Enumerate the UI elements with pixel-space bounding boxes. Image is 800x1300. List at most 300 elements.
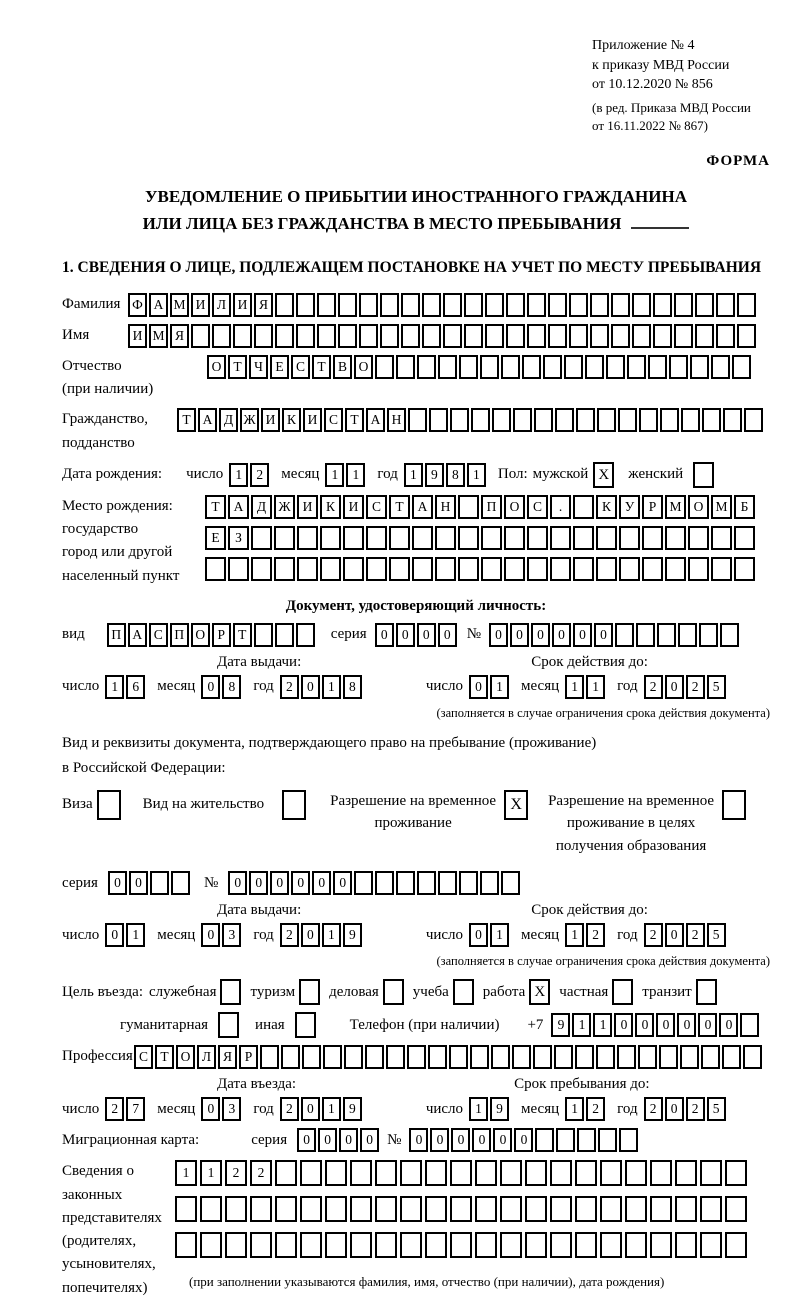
cell[interactable]: Р [212,623,231,647]
cell[interactable] [597,408,616,432]
cell[interactable] [417,871,436,895]
cell[interactable] [350,1196,372,1222]
cell[interactable] [525,1196,547,1222]
cell[interactable]: 1 [593,1013,612,1037]
cell[interactable] [627,355,646,379]
cell[interactable] [688,526,709,550]
cell[interactable] [533,1045,552,1069]
cell[interactable] [275,1196,297,1222]
cell[interactable] [275,623,294,647]
cell[interactable]: О [504,495,525,519]
cell[interactable]: 1 [322,923,341,947]
cell[interactable]: 0 [430,1128,449,1152]
cell[interactable]: М [170,293,189,317]
cell[interactable] [669,355,688,379]
cell[interactable]: О [191,623,210,647]
cell[interactable] [389,526,410,550]
cell[interactable]: 0 [301,1097,320,1121]
cell[interactable] [665,557,686,581]
cell[interactable]: Т [233,623,252,647]
cell[interactable]: 0 [665,675,684,699]
cell[interactable] [481,557,502,581]
cell[interactable]: А [366,408,385,432]
cell[interactable]: . [550,495,571,519]
cell[interactable] [619,526,640,550]
cell[interactable] [625,1160,647,1186]
cell[interactable] [458,526,479,550]
cell[interactable] [720,623,739,647]
cell[interactable] [732,355,751,379]
cell[interactable] [338,324,357,348]
cell[interactable]: 1 [490,923,509,947]
cell[interactable] [522,355,541,379]
cell[interactable]: О [354,355,373,379]
cell[interactable] [501,871,520,895]
cell[interactable]: 1 [229,463,248,487]
cell[interactable] [350,1232,372,1258]
cell[interactable] [743,1045,762,1069]
cell[interactable]: 5 [707,923,726,947]
cell[interactable] [596,1045,615,1069]
cell[interactable]: 3 [222,1097,241,1121]
cell[interactable] [569,293,588,317]
cell[interactable]: П [107,623,126,647]
cell[interactable] [700,1196,722,1222]
cell[interactable]: 2 [586,1097,605,1121]
cell[interactable]: 9 [425,463,444,487]
cell[interactable]: 2 [105,1097,124,1121]
cell[interactable] [695,293,714,317]
cell[interactable]: 0 [108,871,127,895]
cell[interactable] [555,408,574,432]
cell[interactable]: Л [197,1045,216,1069]
cell[interactable] [480,871,499,895]
cell[interactable]: 0 [129,871,148,895]
cell[interactable] [737,324,756,348]
cell[interactable] [681,408,700,432]
cell[interactable] [696,979,717,1005]
cell[interactable] [300,1232,322,1258]
cell[interactable]: 0 [698,1013,717,1037]
cell[interactable] [323,1045,342,1069]
cell[interactable]: М [665,495,686,519]
cell[interactable] [657,623,676,647]
cell[interactable] [443,293,462,317]
cell[interactable] [225,1196,247,1222]
cell[interactable] [459,871,478,895]
cell[interactable] [450,408,469,432]
cell[interactable]: 1 [175,1160,197,1186]
cell[interactable]: Я [170,324,189,348]
cell[interactable] [504,526,525,550]
cell[interactable] [534,408,553,432]
cell[interactable] [296,623,315,647]
cell[interactable] [638,1045,657,1069]
cell[interactable]: 0 [531,623,550,647]
cell[interactable] [642,557,663,581]
cell[interactable] [674,324,693,348]
cell[interactable]: 0 [677,1013,696,1037]
cell[interactable] [550,1160,572,1186]
cell[interactable] [480,355,499,379]
cell[interactable] [274,526,295,550]
cell[interactable] [344,1045,363,1069]
cell[interactable] [653,324,672,348]
cell[interactable]: 0 [514,1128,533,1152]
cell[interactable] [596,557,617,581]
cell[interactable]: У [619,495,640,519]
cell[interactable] [550,526,571,550]
cell[interactable] [512,1045,531,1069]
cell[interactable]: 2 [586,923,605,947]
cell[interactable]: 0 [409,1128,428,1152]
cell[interactable] [550,1196,572,1222]
cell[interactable]: 0 [594,623,613,647]
cell[interactable]: 0 [201,923,220,947]
cell[interactable] [740,1013,759,1037]
cell[interactable]: 2 [250,463,269,487]
cell[interactable]: 0 [438,623,457,647]
cell[interactable] [275,293,294,317]
cell[interactable] [275,1232,297,1258]
cell[interactable]: 0 [469,675,488,699]
cell[interactable] [175,1232,197,1258]
cell[interactable] [218,1012,239,1038]
cell[interactable] [422,293,441,317]
cell[interactable] [260,1045,279,1069]
cell[interactable] [200,1196,222,1222]
cell[interactable] [716,324,735,348]
cell[interactable] [359,324,378,348]
cell[interactable] [366,557,387,581]
cell[interactable]: Т [389,495,410,519]
cell[interactable] [233,324,252,348]
cell[interactable]: К [282,408,301,432]
cell[interactable] [575,1045,594,1069]
cell[interactable] [575,1232,597,1258]
cell[interactable] [150,871,169,895]
cell[interactable] [297,526,318,550]
cell[interactable] [674,293,693,317]
cell[interactable] [375,1196,397,1222]
cell[interactable] [625,1196,647,1222]
cell[interactable]: 9 [551,1013,570,1037]
cell[interactable] [422,324,441,348]
cell[interactable]: 6 [126,675,145,699]
cell[interactable]: Д [251,495,272,519]
cell[interactable] [485,293,504,317]
cell[interactable]: 0 [614,1013,633,1037]
cell[interactable] [573,526,594,550]
cell[interactable] [573,557,594,581]
cell[interactable] [695,324,714,348]
cell[interactable]: И [303,408,322,432]
cell[interactable]: 2 [644,675,663,699]
cell[interactable] [459,355,478,379]
cell[interactable]: 0 [417,623,436,647]
cell[interactable] [250,1232,272,1258]
cell[interactable] [317,324,336,348]
cell[interactable] [425,1196,447,1222]
cell[interactable] [642,526,663,550]
cell[interactable] [254,623,273,647]
cell[interactable]: 8 [446,463,465,487]
cell[interactable]: Я [254,293,273,317]
cell[interactable] [366,526,387,550]
cell[interactable]: Р [642,495,663,519]
cell[interactable] [407,1045,426,1069]
cell[interactable] [693,462,714,488]
cell[interactable] [575,1196,597,1222]
cell[interactable] [412,526,433,550]
cell[interactable] [464,324,483,348]
cell[interactable]: Н [387,408,406,432]
cell[interactable] [725,1232,747,1258]
cell[interactable] [619,557,640,581]
cell[interactable] [396,871,415,895]
cell[interactable] [475,1232,497,1258]
cell[interactable] [417,355,436,379]
cell[interactable] [527,324,546,348]
cell[interactable] [650,1160,672,1186]
cell[interactable] [585,355,604,379]
cell[interactable]: 9 [343,1097,362,1121]
cell[interactable] [504,557,525,581]
cell[interactable] [550,557,571,581]
cell[interactable]: С [527,495,548,519]
cell[interactable]: 0 [297,1128,316,1152]
cell[interactable] [675,1232,697,1258]
cell[interactable] [632,324,651,348]
cell[interactable]: 0 [469,923,488,947]
cell[interactable] [548,293,567,317]
cell[interactable] [680,1045,699,1069]
cell[interactable]: Т [205,495,226,519]
cell[interactable] [325,1196,347,1222]
cell[interactable]: 1 [565,1097,584,1121]
cell[interactable]: 0 [375,623,394,647]
cell[interactable] [435,557,456,581]
cell[interactable] [500,1232,522,1258]
cell[interactable] [590,324,609,348]
cell[interactable]: 0 [360,1128,379,1152]
cell[interactable]: П [170,623,189,647]
cell[interactable] [438,355,457,379]
cell[interactable] [350,1160,372,1186]
cell[interactable]: Т [177,408,196,432]
cell[interactable] [450,1232,472,1258]
cell[interactable]: Т [312,355,331,379]
cell[interactable] [435,526,456,550]
cell[interactable]: 2 [686,923,705,947]
cell[interactable]: Т [345,408,364,432]
cell[interactable]: 3 [222,923,241,947]
cell[interactable] [513,408,532,432]
cell[interactable]: Т [155,1045,174,1069]
cell[interactable]: Я [218,1045,237,1069]
cell[interactable] [401,293,420,317]
cell[interactable] [653,293,672,317]
cell[interactable] [500,1160,522,1186]
cell[interactable] [577,1128,596,1152]
cell[interactable]: А [228,495,249,519]
cell[interactable]: 0 [105,923,124,947]
cell[interactable]: 1 [469,1097,488,1121]
cell[interactable] [375,355,394,379]
cell[interactable]: 0 [656,1013,675,1037]
cell[interactable] [464,293,483,317]
cell[interactable]: И [343,495,364,519]
cell[interactable] [660,408,679,432]
cell[interactable] [725,1160,747,1186]
cell[interactable] [171,871,190,895]
cell[interactable] [617,1045,636,1069]
cell[interactable]: 0 [201,1097,220,1121]
cell[interactable] [576,408,595,432]
cell[interactable]: П [481,495,502,519]
cell[interactable]: 0 [451,1128,470,1152]
cell[interactable] [175,1196,197,1222]
cell[interactable]: М [711,495,732,519]
cell[interactable]: 0 [312,871,331,895]
cell[interactable] [220,979,241,1005]
cell[interactable]: 0 [301,675,320,699]
cell[interactable]: 9 [490,1097,509,1121]
cell[interactable]: Е [205,526,226,550]
cell[interactable] [300,1160,322,1186]
cell[interactable] [470,1045,489,1069]
cell[interactable] [639,408,658,432]
cell[interactable]: 1 [565,675,584,699]
cell[interactable]: 0 [291,871,310,895]
cell[interactable] [302,1045,321,1069]
cell[interactable] [343,557,364,581]
cell[interactable] [590,293,609,317]
cell[interactable]: 0 [472,1128,491,1152]
cell[interactable] [716,293,735,317]
cell[interactable] [525,1160,547,1186]
cell[interactable] [619,1128,638,1152]
cell[interactable]: 1 [404,463,423,487]
cell[interactable] [299,979,320,1005]
cell[interactable]: С [291,355,310,379]
cell[interactable] [317,293,336,317]
cell[interactable] [458,557,479,581]
cell[interactable]: 0 [635,1013,654,1037]
cell[interactable] [320,526,341,550]
cell[interactable]: 1 [322,1097,341,1121]
cell[interactable] [296,324,315,348]
cell[interactable]: 0 [228,871,247,895]
cell[interactable]: 0 [510,623,529,647]
cell[interactable] [228,557,249,581]
cell[interactable]: Д [219,408,238,432]
cell[interactable] [700,1160,722,1186]
cell[interactable] [500,1196,522,1222]
cell[interactable]: Ж [274,495,295,519]
cell[interactable] [573,495,594,519]
cell[interactable]: 0 [552,623,571,647]
cell[interactable]: И [191,293,210,317]
cell[interactable]: X [504,790,528,820]
cell[interactable] [600,1196,622,1222]
cell[interactable] [205,557,226,581]
cell[interactable]: 2 [225,1160,247,1186]
cell[interactable] [612,979,633,1005]
cell[interactable] [575,1160,597,1186]
cell[interactable] [481,526,502,550]
cell[interactable]: 0 [719,1013,738,1037]
cell[interactable]: И [233,293,252,317]
cell[interactable] [701,1045,720,1069]
cell[interactable] [296,293,315,317]
cell[interactable] [458,495,479,519]
cell[interactable] [380,324,399,348]
cell[interactable] [200,1232,222,1258]
cell[interactable]: 7 [126,1097,145,1121]
cell[interactable] [450,1160,472,1186]
cell[interactable]: 1 [586,675,605,699]
cell[interactable]: X [529,979,550,1005]
cell[interactable] [471,408,490,432]
cell[interactable]: В [333,355,352,379]
cell[interactable] [606,355,625,379]
cell[interactable] [282,790,306,820]
cell[interactable] [338,293,357,317]
cell[interactable] [325,1160,347,1186]
cell[interactable] [97,790,121,820]
cell[interactable] [596,526,617,550]
cell[interactable] [191,324,210,348]
cell[interactable] [453,979,474,1005]
cell[interactable] [408,408,427,432]
cell[interactable] [548,324,567,348]
cell[interactable]: И [297,495,318,519]
cell[interactable] [734,557,755,581]
cell[interactable] [380,293,399,317]
cell[interactable] [225,1232,247,1258]
cell[interactable] [527,526,548,550]
cell[interactable] [250,1196,272,1222]
cell[interactable]: 0 [333,871,352,895]
cell[interactable]: С [134,1045,153,1069]
cell[interactable] [675,1160,697,1186]
cell[interactable] [491,1045,510,1069]
cell[interactable] [711,526,732,550]
cell[interactable]: Е [270,355,289,379]
cell[interactable]: 2 [644,923,663,947]
cell[interactable]: 1 [490,675,509,699]
cell[interactable] [400,1196,422,1222]
cell[interactable]: 0 [665,1097,684,1121]
cell[interactable]: 0 [573,623,592,647]
cell[interactable]: 0 [339,1128,358,1152]
cell[interactable] [632,293,651,317]
cell[interactable] [320,557,341,581]
cell[interactable] [625,1232,647,1258]
cell[interactable] [475,1160,497,1186]
cell[interactable] [297,557,318,581]
cell[interactable]: 1 [572,1013,591,1037]
cell[interactable] [274,557,295,581]
cell[interactable]: З [228,526,249,550]
cell[interactable]: 0 [665,923,684,947]
cell[interactable] [396,355,415,379]
cell[interactable]: 1 [325,463,344,487]
cell[interactable] [300,1196,322,1222]
cell[interactable] [725,1196,747,1222]
cell[interactable] [438,871,457,895]
